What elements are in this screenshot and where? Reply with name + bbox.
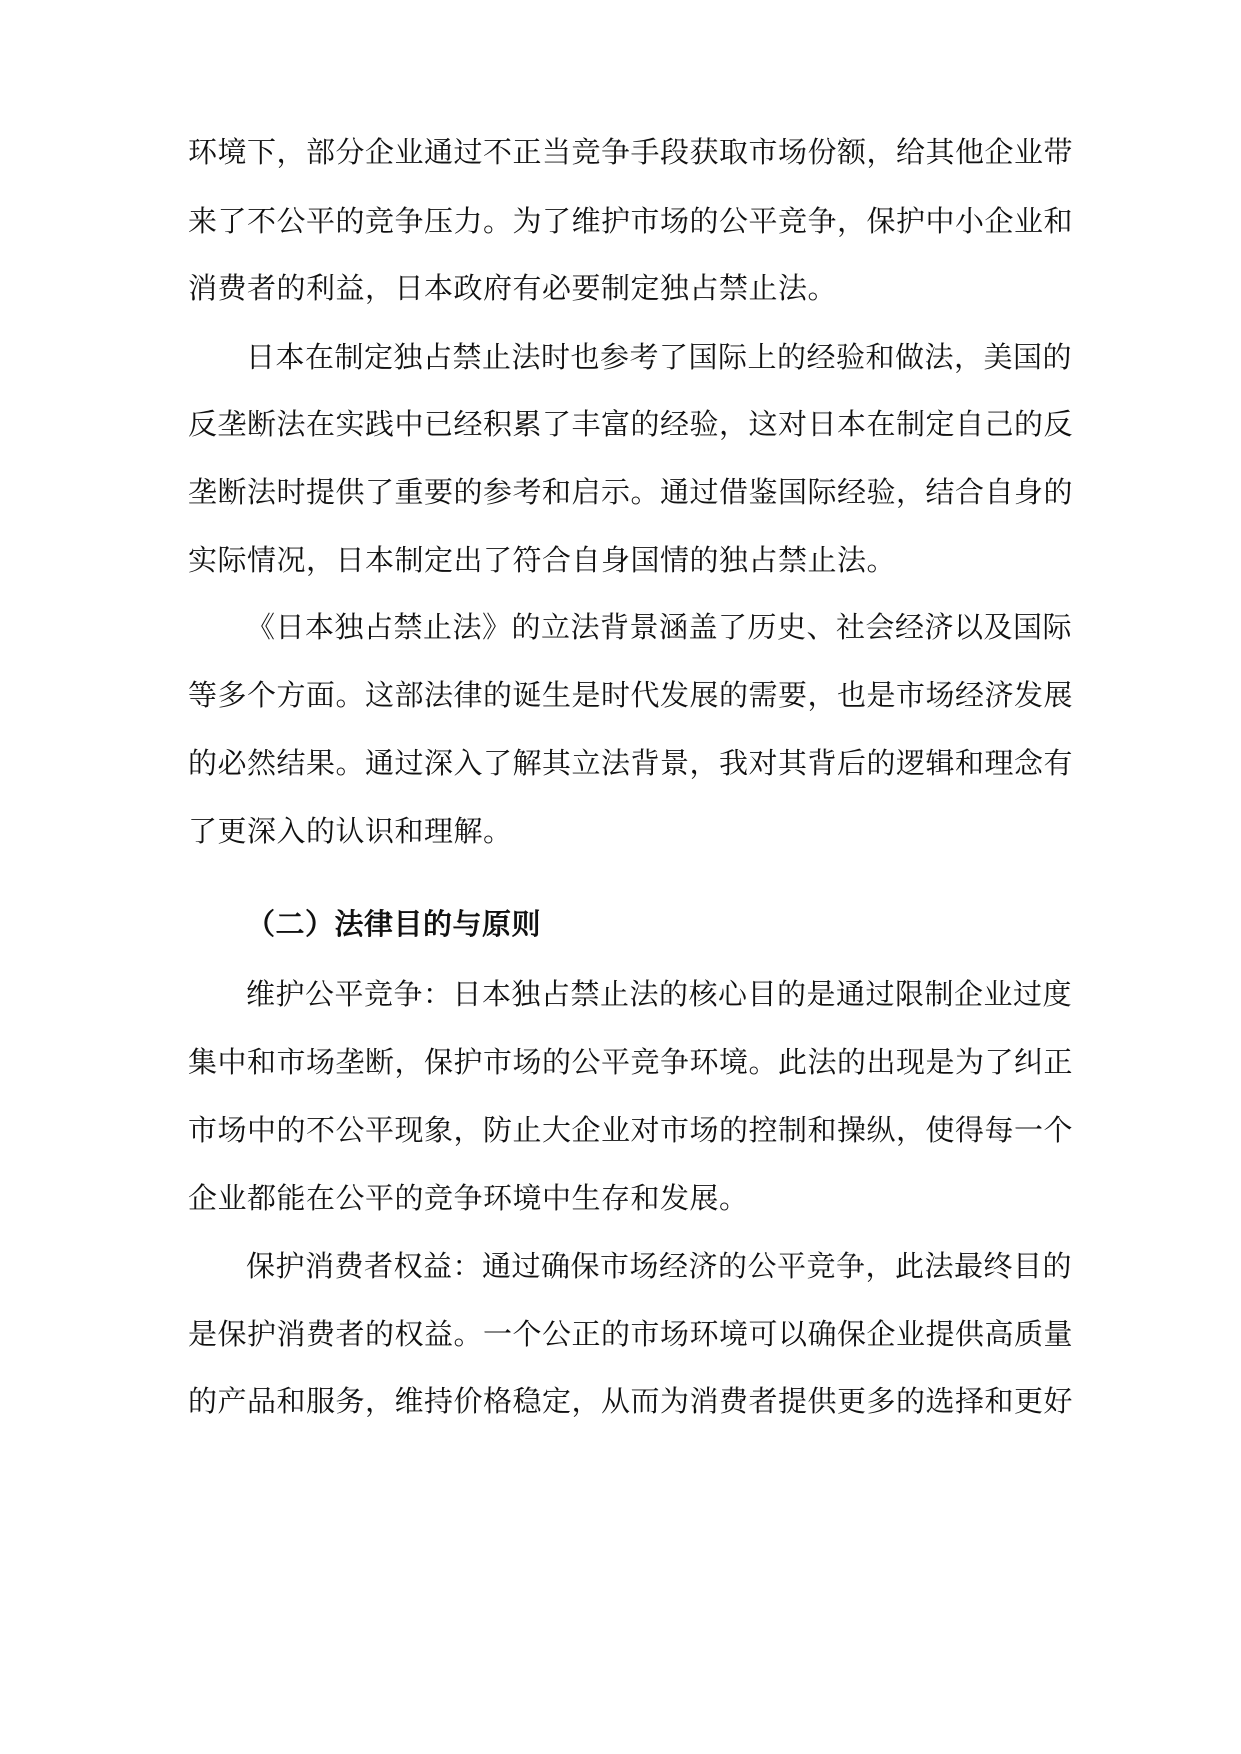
para4-line-1: 维护公平竞争：日本独占禁止法的核心目的是通过限制企业过度 — [246, 977, 1073, 1011]
para2-line-4: 实际情况，日本制定出了符合自身国情的独占禁止法。 — [188, 543, 897, 577]
para3-line-1: 《日本独占禁止法》的立法背景涵盖了历史、社会经济以及国际 — [246, 610, 1073, 644]
para5-line-3: 的产品和服务，维持价格稳定，从而为消费者提供更多的选择和更好 — [188, 1384, 1074, 1418]
para5-line-2: 是保护消费者的权益。一个公正的市场环境可以确保企业提供高质量 — [188, 1317, 1074, 1351]
para2-line-1: 日本在制定独占禁止法时也参考了国际上的经验和做法，美国的 — [246, 340, 1073, 374]
para2-line-2: 反垄断法在实践中已经积累了丰富的经验，这对日本在制定自己的反 — [188, 407, 1074, 441]
para3-line-3: 的必然结果。通过深入了解其立法背景，我对其背后的逻辑和理念有 — [188, 746, 1074, 780]
para5-line-1: 保护消费者权益：通过确保市场经济的公平竞争，此法最终目的 — [246, 1249, 1073, 1283]
para3-line-4: 了更深入的认识和理解。 — [188, 814, 513, 848]
para1-line-1: 环境下，部分企业通过不正当竞争手段获取市场份额，给其他企业带 — [188, 135, 1074, 169]
para4-line-2: 集中和市场垄断，保护市场的公平竞争环境。此法的出现是为了纠正 — [188, 1045, 1074, 1079]
para1-line-3: 消费者的利益，日本政府有必要制定独占禁止法。 — [188, 271, 838, 305]
para1-line-2: 来了不公平的竞争压力。为了维护市场的公平竞争，保护中小企业和 — [188, 204, 1074, 238]
para2-line-3: 垄断法时提供了重要的参考和启示。通过借鉴国际经验，结合自身的 — [188, 475, 1074, 509]
para4-line-3: 市场中的不公平现象，防止大企业对市场的控制和操纵，使得每一个 — [188, 1113, 1074, 1147]
section-heading: （二）法律目的与原则 — [246, 907, 542, 941]
para4-line-4: 企业都能在公平的竞争环境中生存和发展。 — [188, 1181, 749, 1215]
para3-line-2: 等多个方面。这部法律的诞生是时代发展的需要，也是市场经济发展 — [188, 678, 1074, 712]
